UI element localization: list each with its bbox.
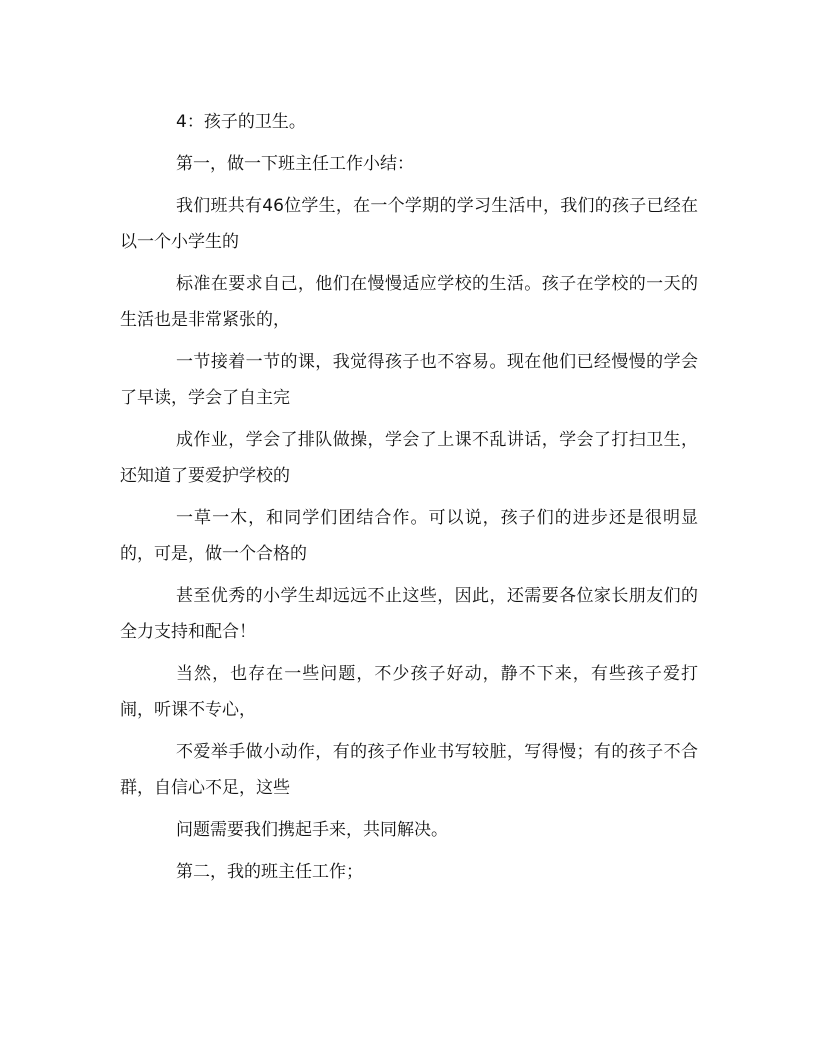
paragraph-homework-habits: 成作业，学会了排队做操，学会了上课不乱讲话，学会了打扫卫生，还知道了要爱护学校的 [120,430,698,486]
document-body [120,104,698,896]
paragraph-section-two-heading: 第二，我的班主任工作； [176,862,363,882]
paragraph-solve-together: 问题需要我们携起手来，共同解决。 [176,820,448,840]
paragraph-class-overview: 我们班共有46位学生，在一个学期的学习生活中，我们的孩子已经在以一个小学生的 [120,196,698,252]
paragraph-hygiene-item: 4：孩子的卫生。 [176,112,306,132]
paragraph-parent-support: 甚至优秀的小学生却远远不止这些，因此，还需要各位家长朋友们的全力支持和配合！ [120,586,698,642]
paragraph-adapting: 标准在要求自己，他们在慢慢适应学校的生活。孩子在学校的一天的生活也是非常紧张的， [120,274,698,330]
paragraph-cooperation: 一草一木，和同学们团结合作。可以说，孩子们的进步还是很明显的，可是，做一个合格的 [120,508,698,564]
paragraph-morning-reading: 一节接着一节的课，我觉得孩子也不容易。现在他们已经慢慢的学会了早读，学会了自主完 [120,352,698,408]
paragraph-problems-detail: 不爱举手做小动作，有的孩子作业书写较脏，写得慢；有的孩子不合群，自信心不足，这些 [120,742,698,798]
paragraph-problems: 当然，也存在一些问题，不少孩子好动，静不下来，有些孩子爱打闹，听课不专心， [120,664,698,720]
paragraph-section-one-heading: 第一，做一下班主任工作小结： [176,154,414,174]
